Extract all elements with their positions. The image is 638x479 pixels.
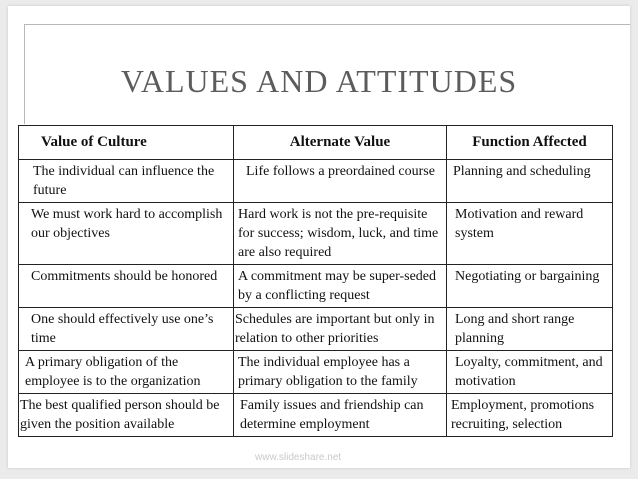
cell-function: Negotiating or bargaining	[447, 265, 613, 308]
cell-value: One should effectively use one’s time	[19, 308, 234, 351]
title-rule-horizontal	[24, 24, 630, 25]
table-header-row	[19, 126, 613, 160]
cell-function: Loyalty, commitment, and motivation	[447, 351, 613, 394]
cell-function: Planning and scheduling	[447, 160, 613, 203]
cell-alternate: Life follows a preordained course	[234, 160, 447, 203]
cell-value: We must work hard to accomplish our objectives	[19, 203, 234, 265]
values-table	[18, 125, 613, 437]
table-row	[19, 160, 613, 203]
header-alternate-value: Alternate Value	[234, 126, 447, 160]
cell-function: Employment, promotions recruiting, selection	[447, 394, 613, 437]
cell-alternate: The individual employee has a primary obligation to the family	[234, 351, 447, 394]
cell-value: The individual can influence the future	[19, 160, 234, 203]
cell-value: The best qualified person should be given the position available	[19, 394, 234, 437]
table-row	[19, 351, 613, 394]
table-row	[19, 308, 613, 351]
table-row	[19, 203, 613, 265]
cell-function: Motivation and reward system	[447, 203, 613, 265]
table-row	[19, 265, 613, 308]
cell-alternate: A commitment may be super-seded by a conflicting request	[234, 265, 447, 308]
table-row	[19, 394, 613, 437]
cell-alternate: Hard work is not the pre-requisite for success; wisdom, luck, and time are also required	[234, 203, 447, 265]
cell-value: A primary obligation of the employee is to the organization	[19, 351, 234, 394]
slide-title: VALUES AND ATTITUDES	[120, 63, 518, 99]
cell-alternate: Schedules are important but only in relation to other priorities	[234, 308, 447, 351]
header-function-affected: Function Affected	[447, 126, 613, 160]
header-value-of-culture: Value of Culture	[19, 126, 234, 160]
cell-alternate: Family issues and friendship can determine employment	[234, 394, 447, 437]
cell-value: Commitments should be honored	[19, 265, 234, 308]
watermark: www.slideshare.net	[255, 452, 342, 463]
cell-function: Long and short range planning	[447, 308, 613, 351]
